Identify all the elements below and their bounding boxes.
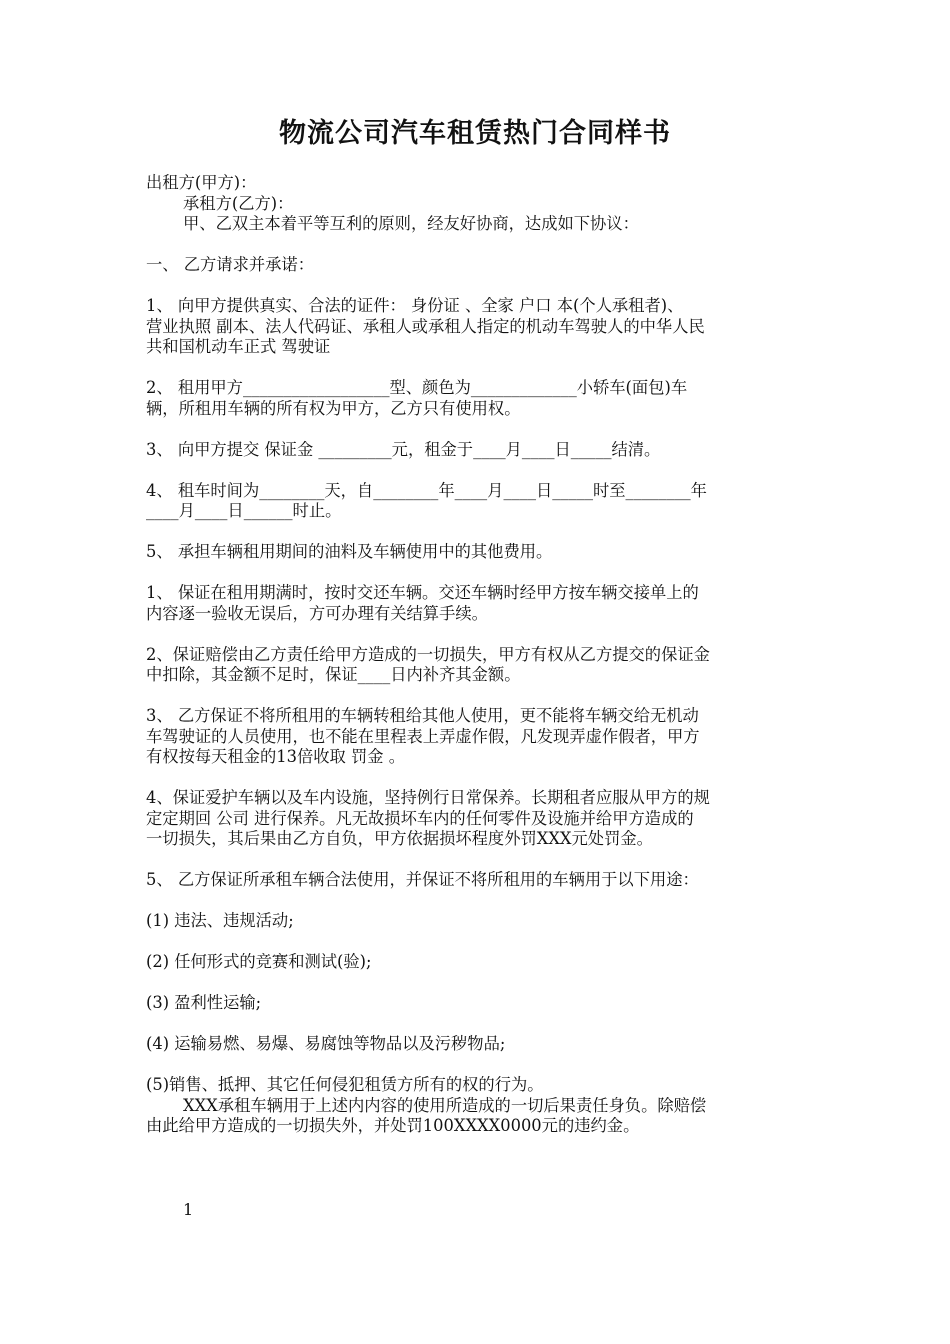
document-body: [146, 173, 810, 1137]
item4-line1: 4、 租车时间为________天，自________年____月____日_____时至________年: [146, 480, 707, 500]
guarantee4-line1: 4、保证爱护车辆以及车内设施，坚持例行日常保养。长期租者应服从甲方的规: [146, 788, 710, 807]
penalty-line2: 由此给甲方造成的一切损失外，并处罚100XXXX0000元的违约金。: [146, 1116, 640, 1135]
guarantee3-line1: 3、 乙方保证不将所租用的车辆转租给其他人使用，更不能将车辆交给无机动: [146, 706, 699, 725]
use-item-2: (2) 任何形式的竞赛和测试(验);: [146, 952, 372, 971]
item1-line2: 营业执照 副本、法人代码证、承租人或承租人指定的机动车驾驶人的中华人民: [146, 316, 705, 336]
guarantee2-line1: 2、保证赔偿由乙方责任给甲方造成的一切损失，甲方有权从乙方提交的保证金: [146, 644, 710, 664]
use-item-5: (5)销售、抵押、其它任何侵犯租赁方所有的权的行为。: [146, 1075, 544, 1094]
guarantee4-line2: 定定期回 公司 进行保养。凡无故损坏车内的任何零件及设施并给甲方造成的: [146, 808, 694, 828]
lessee-line: 承租方(乙方)：: [183, 193, 294, 213]
item5: 5、 承担车辆租用期间的油料及车辆使用中的其他费用。: [146, 542, 553, 561]
preamble: 甲、乙双主本着平等互利的原则，经友好协商，达成如下协议：: [183, 214, 639, 233]
section1-heading: 一、 乙方请求并承诺：: [146, 255, 314, 274]
guarantee5: 5、 乙方保证所承租车辆合法使用，并保证不将所租用的车辆用于以下用途：: [146, 870, 699, 889]
item1-line1: 1、 向甲方提供真实、合法的证件： 身份证 、全家 户口 本(个人承租者)、: [146, 296, 684, 315]
page-number: 1: [183, 1200, 194, 1219]
use-item-1: (1) 违法、违规活动;: [146, 911, 294, 930]
guarantee3-line2: 车驾驶证的人员使用，也不能在里程表上弄虚作假，凡发现弄虚作假者，甲方: [146, 726, 700, 746]
item2-line1: 2、 租用甲方__________________型、颜色为_____________小轿车(面包)车: [146, 378, 688, 397]
guarantee2-line2: 中扣除，其金额不足时，保证____日内补齐其金额。: [146, 665, 521, 684]
item4-line2: ____月____日______时止。: [146, 501, 342, 520]
use-item-3: (3) 盈利性运输;: [146, 993, 262, 1012]
guarantee1-line1: 1、 保证在租用期满时，按时交还车辆。交还车辆时经甲方按车辆交接单上的: [146, 583, 699, 602]
item2-line2: 辆，所租用车辆的所有权为甲方，乙方只有使用权。: [146, 398, 521, 418]
document-title: 物流公司汽车租赁热门合同样书: [279, 118, 671, 149]
guarantee3-line3: 有权按每天租金的13倍收取 罚金 。: [146, 747, 406, 766]
guarantee4-line3: 一切损失，其后果由乙方自负，甲方依据损坏程度外罚XXX元处罚金。: [146, 829, 653, 848]
lessor-line: 出租方(甲方)：: [146, 173, 257, 192]
guarantee1-line2: 内容逐一验收无误后，方可办理有关结算手续。: [146, 603, 488, 623]
use-item-4: (4) 运输易燃、易爆、易腐蚀等物品以及污秽物品;: [146, 1034, 506, 1053]
item1-line3: 共和国机动车正式 驾驶证: [146, 337, 331, 356]
item3: 3、 向甲方提交 保证金 _________元，租金于____月____日_____结清。: [146, 439, 661, 459]
penalty-line1: XXX承租车辆用于上述内内容的使用所造成的一切后果责任身负。除赔偿: [183, 1095, 707, 1115]
